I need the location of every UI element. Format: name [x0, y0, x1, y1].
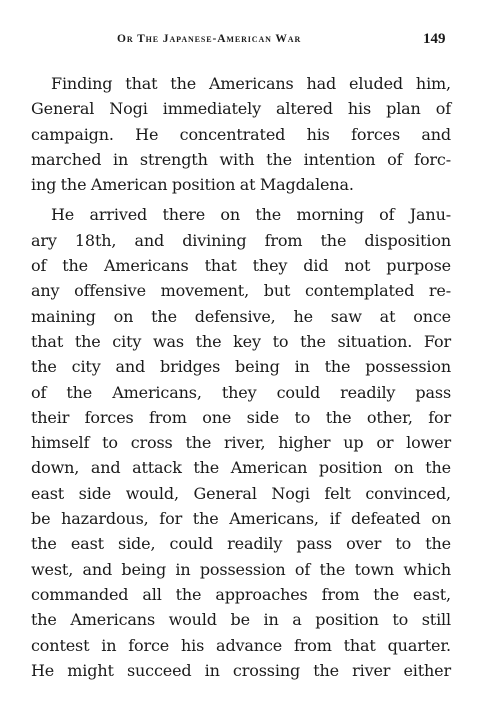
running-head: Or The Japanese-American War	[117, 33, 302, 45]
text-line: ing the American position at Magdalena.	[31, 175, 354, 195]
text-line: General Nogi immediately altered his plan of	[31, 99, 451, 119]
text-line: of the Americans that they did not purpose	[31, 256, 451, 276]
paragraph	[31, 71, 451, 197]
text-line: west, and being in possession of the town which	[31, 559, 451, 579]
text-line: He might succeed in crossing the river either	[31, 660, 451, 680]
text-line: be hazardous, for the Americans, if defeated on	[31, 509, 451, 529]
text-line: campaign. He concentrated his forces and	[31, 124, 451, 144]
text-line: the city and bridges being in the possession	[31, 357, 451, 377]
text-line: the east side, could readily pass over to the	[31, 534, 451, 554]
page-number: 149	[423, 31, 446, 47]
text-line: any offensive movement, but contemplated re-	[31, 281, 451, 301]
text-line: east side would, General Nogi felt convinced,	[31, 483, 451, 503]
text-line: the Americans would be in a position to still	[31, 610, 451, 630]
text-line: contest in force his advance from that quarter.	[31, 635, 451, 655]
text-line: their forces from one side to the other, for	[31, 407, 451, 427]
text-line: that the city was the key to the situation. For	[31, 331, 451, 351]
body-text	[31, 71, 451, 683]
text-line: of the Americans, they could readily pass	[31, 382, 451, 402]
paragraph	[31, 202, 451, 683]
text-line: ary 18th, and divining from the disposition	[31, 230, 451, 250]
text-line: down, and attack the American position on the	[31, 458, 451, 478]
text-line: commanded all the approaches from the east,	[31, 584, 451, 604]
text-line: Finding that the Americans had eluded him,	[51, 74, 451, 93]
text-line: himself to cross the river, higher up or lower	[31, 433, 451, 453]
text-line: maining on the defensive, he saw at once	[31, 306, 451, 326]
text-line: marched in strength with the intention of forc-	[31, 149, 451, 169]
text-line: He arrived there on the morning of Janu-	[51, 205, 451, 225]
